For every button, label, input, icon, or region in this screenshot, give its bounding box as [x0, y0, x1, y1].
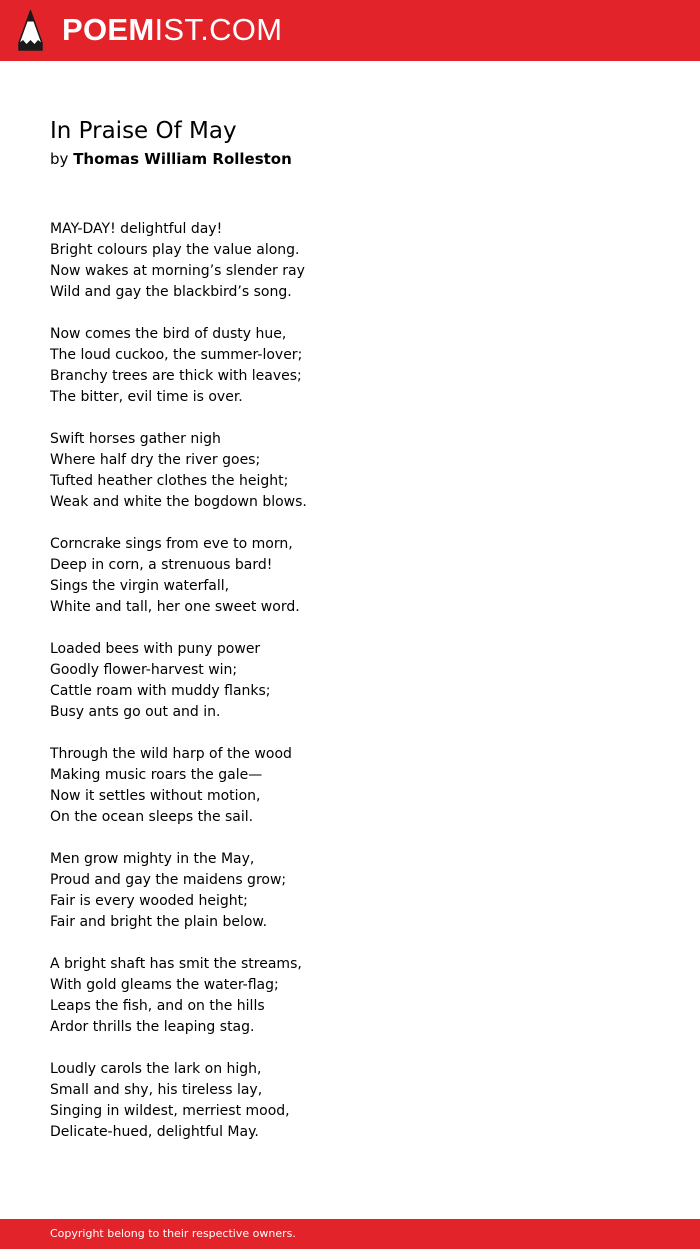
- poem-line: Swift horses gather nigh: [50, 431, 221, 447]
- pencil-tip-icon[interactable]: [18, 10, 43, 51]
- poem-line: MAY-DAY! delightful day!: [50, 221, 223, 237]
- poem-line: A bright shaft has smit the streams,: [50, 956, 302, 972]
- poem-stanza: [50, 744, 650, 828]
- poem-line: Corncrake sings from eve to morn,: [50, 536, 293, 552]
- poem-line: Now it settles without motion,: [50, 788, 261, 804]
- poem-line: Ardor thrills the leaping stag.: [50, 1019, 255, 1035]
- poem-line: Bright colours play the value along.: [50, 242, 300, 258]
- poem-line: Branchy trees are thick with leaves;: [50, 368, 302, 384]
- poem-line: The bitter, evil time is over.: [50, 389, 243, 405]
- poem-stanza: [50, 219, 650, 303]
- poem-line: Loaded bees with puny power: [50, 641, 261, 657]
- poem-line: Small and shy, his tireless lay,: [50, 1082, 263, 1098]
- poem-stanza: [50, 1059, 650, 1143]
- poem-line: The loud cuckoo, the summer-lover;: [50, 347, 303, 363]
- poem-line: Weak and white the bogdown blows.: [50, 494, 307, 510]
- poem-body: [50, 219, 650, 1164]
- poem-line: On the ocean sleeps the sail.: [50, 809, 254, 825]
- poem-line: Loudly carols the lark on high,: [50, 1061, 262, 1077]
- poem-line: Proud and gay the maidens grow;: [50, 872, 287, 888]
- poem-line: Cattle roam with muddy flanks;: [50, 683, 271, 699]
- poem-line: Making music roars the gale—: [50, 767, 263, 783]
- poem-stanza: [50, 954, 650, 1038]
- poem-stanza: [50, 639, 650, 723]
- poem-line: Leaps the fish, and on the hills: [50, 998, 265, 1014]
- poem-stanza: [50, 324, 650, 408]
- copyright-text: Copyright belong to their respective owners.: [50, 1227, 296, 1240]
- poem-line: Where half dry the river goes;: [50, 452, 261, 468]
- poem-line: Through the wild harp of the wood: [50, 746, 292, 762]
- poem-line: Sings the virgin waterfall,: [50, 578, 230, 594]
- poem-author: Thomas William Rolleston: [73, 150, 292, 168]
- poem-line: Delicate-hued, delightful May.: [50, 1124, 259, 1140]
- poem-line: Men grow mighty in the May,: [50, 851, 255, 867]
- poem-line: Busy ants go out and in.: [50, 704, 221, 720]
- poem-byline: [50, 149, 292, 169]
- logo-light-text: IST.COM: [154, 12, 283, 47]
- poem-line: With gold gleams the water-flag;: [50, 977, 279, 993]
- poem-line: Fair and bright the plain below.: [50, 914, 268, 930]
- poem-line: White and tall, her one sweet word.: [50, 599, 300, 615]
- poem-line: Tufted heather clothes the height;: [50, 473, 289, 489]
- logo-bold-text: POEM: [62, 12, 155, 47]
- poem-stanza: [50, 534, 650, 618]
- poem-line: Singing in wildest, merriest mood,: [50, 1103, 290, 1119]
- poem-line: Goodly flower-harvest win;: [50, 662, 238, 678]
- poem-line: Wild and gay the blackbird’s song.: [50, 284, 292, 300]
- poem-title: In Praise Of May: [50, 118, 237, 144]
- by-label: by: [50, 150, 69, 168]
- poem-stanza: [50, 429, 650, 513]
- site-footer: [0, 1219, 700, 1249]
- poem-line: Fair is every wooded height;: [50, 893, 248, 909]
- poem-line: Now wakes at morning’s slender ray: [50, 263, 305, 279]
- poem-stanza: [50, 849, 650, 933]
- poem-line: Deep in corn, a strenuous bard!: [50, 557, 273, 573]
- poem-line: Now comes the bird of dusty hue,: [50, 326, 287, 342]
- site-header: [0, 0, 700, 61]
- site-logo[interactable]: [62, 12, 282, 48]
